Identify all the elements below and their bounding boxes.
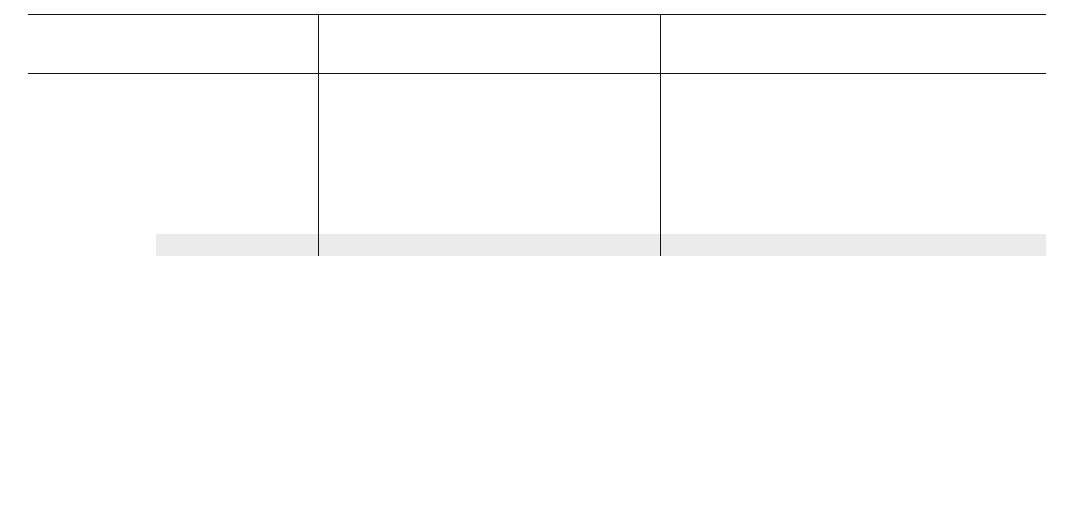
maliciousinstruct-gpt4-score-cell (856, 234, 1046, 256)
table-body (28, 74, 1046, 257)
advbench-gpt4-score-cell (512, 212, 660, 234)
advbench-harm-header (390, 45, 512, 74)
maliciousinstruct-harm-score-cell (734, 212, 856, 234)
table-row (28, 123, 1046, 145)
maliciousinstruct-harm-score-cell (734, 167, 856, 189)
maliciousinstruct-asr-cell (660, 123, 734, 145)
advbench-harm-score-cell (390, 100, 512, 122)
table-row (28, 100, 1046, 122)
maliciousinstruct-asr-cell (660, 212, 734, 234)
table-row (28, 189, 1046, 211)
method-cell (156, 189, 318, 211)
advbench-group-header (318, 15, 660, 46)
table-row (28, 234, 1046, 256)
maliciousinstruct-asr-header (660, 45, 734, 74)
maliciousinstruct-asr-cell (660, 100, 734, 122)
advbench-harm-score-cell (390, 167, 512, 189)
maliciousinstruct-harm-score-cell (734, 123, 856, 145)
results-table (28, 14, 1046, 256)
maliciousinstruct-harm-header (734, 45, 856, 74)
advbench-asr-cell (318, 234, 390, 256)
maliciousinstruct-harm-score-cell (734, 189, 856, 211)
model-name-cell (28, 74, 156, 257)
method-cell (156, 100, 318, 122)
maliciousinstruct-gpt4-score-cell (856, 145, 1046, 167)
advbench-asr-cell (318, 123, 390, 145)
maliciousinstruct-group-header (660, 15, 1046, 46)
table-row (28, 74, 1046, 101)
maliciousinstruct-gpt4-score-cell (856, 167, 1046, 189)
maliciousinstruct-gpt4-score-cell (856, 100, 1046, 122)
advbench-asr-cell (318, 189, 390, 211)
maliciousinstruct-asr-cell (660, 74, 734, 101)
table-row (28, 167, 1046, 189)
advbench-gpt4-score-cell (512, 74, 660, 101)
advbench-gpt4-score-cell (512, 123, 660, 145)
method-cell (156, 145, 318, 167)
maliciousinstruct-asr-cell (660, 145, 734, 167)
method-cell (156, 74, 318, 101)
method-column-header (156, 15, 318, 74)
method-cell (156, 123, 318, 145)
model-column-header (28, 15, 156, 74)
header-row-groups (28, 15, 1046, 46)
advbench-harm-score-cell (390, 145, 512, 167)
maliciousinstruct-harm-score-cell (734, 234, 856, 256)
maliciousinstruct-asr-cell (660, 234, 734, 256)
table-row (28, 145, 1046, 167)
maliciousinstruct-harm-score-cell (734, 74, 856, 101)
advbench-harm-score-cell (390, 212, 512, 234)
method-cell (156, 234, 318, 256)
maliciousinstruct-harm-score-cell (734, 145, 856, 167)
maliciousinstruct-gpt4-score-cell (856, 123, 1046, 145)
advbench-harm-score-cell (390, 74, 512, 101)
results-table-container (28, 14, 1046, 256)
table-row (28, 212, 1046, 234)
advbench-gpt4-score-cell (512, 234, 660, 256)
advbench-asr-cell (318, 212, 390, 234)
advbench-harm-score-cell (390, 189, 512, 211)
advbench-asr-cell (318, 100, 390, 122)
advbench-gpt4-score-cell (512, 167, 660, 189)
method-cell (156, 212, 318, 234)
advbench-asr-cell (318, 145, 390, 167)
method-cell (156, 167, 318, 189)
maliciousinstruct-gpt4-header (856, 45, 1046, 74)
advbench-harm-score-cell (390, 123, 512, 145)
advbench-gpt4-score-cell (512, 145, 660, 167)
maliciousinstruct-harm-score-cell (734, 100, 856, 122)
advbench-asr-cell (318, 74, 390, 101)
maliciousinstruct-gpt4-score-cell (856, 74, 1046, 101)
maliciousinstruct-asr-cell (660, 189, 734, 211)
advbench-asr-header (318, 45, 390, 74)
maliciousinstruct-gpt4-score-cell (856, 189, 1046, 211)
advbench-asr-cell (318, 167, 390, 189)
advbench-gpt4-score-cell (512, 189, 660, 211)
advbench-gpt4-header (512, 45, 660, 74)
maliciousinstruct-gpt4-score-cell (856, 212, 1046, 234)
advbench-gpt4-score-cell (512, 100, 660, 122)
maliciousinstruct-asr-cell (660, 167, 734, 189)
advbench-harm-score-cell (390, 234, 512, 256)
